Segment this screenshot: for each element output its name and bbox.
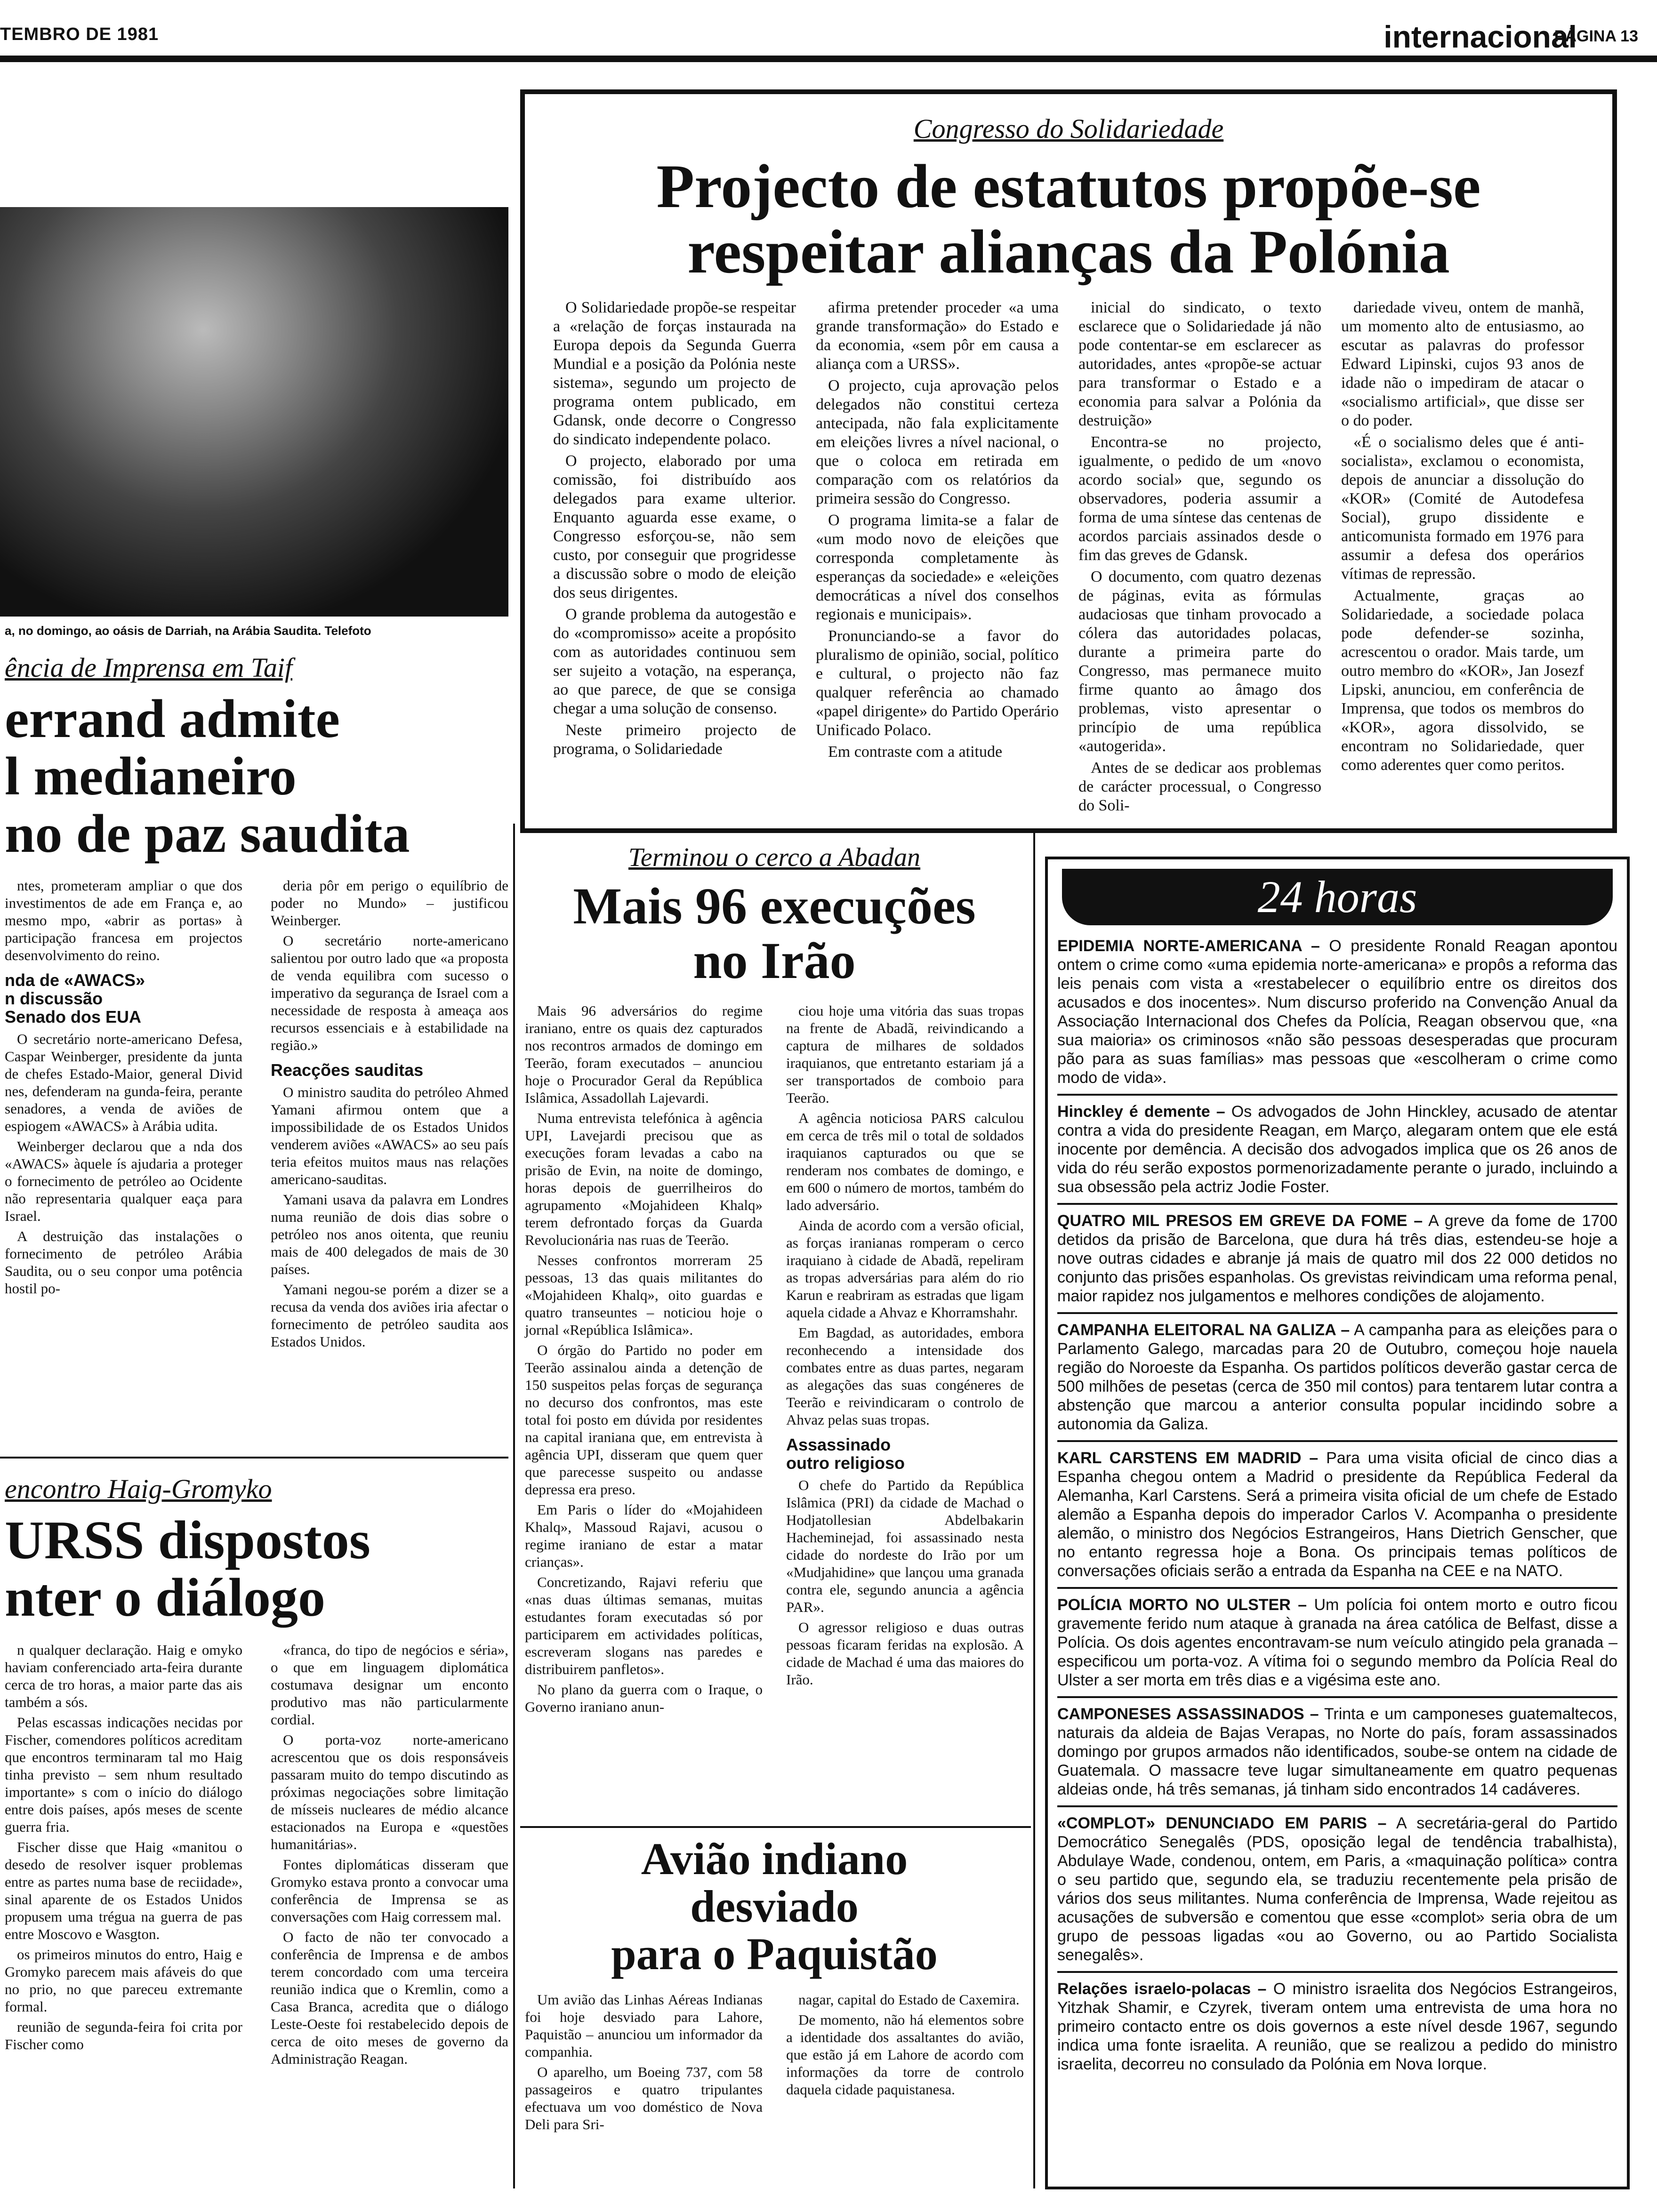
- paragraph: «É o socialismo deles que é anti-socialista», exclamou o economista, depois de anunciar a dissolução do «KOR» (Comité de Autodefesa Social), grupo dissidente e anticomunista formado em 1976 para assumir a defesa dos operários vítimas de repressão.: [1341, 433, 1584, 583]
- brief-title: «COMPLOT» DENUNCIADO EM PARIS –: [1057, 1814, 1387, 1832]
- article-headline: URSS dispostos: [5, 1510, 370, 1571]
- paragraph: dariedade viveu, ontem de manhã, um momento alto de entusiasmo, ao escutar as palavras do professor Edward Lipinski, cujos 93 anos de idade não o impediram de atacar o «socialismo artificial», que disse ser o do poder.: [1341, 299, 1584, 430]
- paragraph: O porta-voz norte-americano acrescentou que os dois responsáveis passaram muito do tempo discutindo as próximas negociações sobre limitação de mísseis nucleares de médio alcance estacionados na Europa e «questões humanitárias».: [271, 1731, 508, 1852]
- paragraph: reunião de segunda-feira foi crita por Fischer como: [5, 2018, 242, 2052]
- article-column: [1078, 298, 1321, 818]
- brief-text: O ministro israelita dos Negócios Estrangeiros, Yitzhak Shamir, e Czyrek, tiveram ontem uma entrevista de uma hora no primeiro contacto entre os dois governos a este nível desde 1967, segundo indica uma fonte israelita. A reunião, que se realizou a pedido do ministro israelita, decorreu no consulado da Polónia em Nova Iorque.: [1057, 1980, 1617, 2073]
- mitterrand-article: [5, 652, 508, 1353]
- article-columns: [5, 877, 508, 1353]
- article-column: [786, 1002, 1024, 1718]
- paragraph: «franca, do tipo de negócios e séria», o que em linguagem diplomática costumava designar um enconto produtivo mas não particularmente cordial.: [271, 1641, 508, 1728]
- brief-text: O presidente Ronald Reagan apontou ontem o crime como «uma epidemia norte-americana» e propôs a reforma das leis penais com vista a «restabelecer o equilíbrio entre os direitos dos acusados e dos inocentes». Num discurso proferido na Convenção Anual da Associação Internacional dos Chefes da Polícia, Reagan observou que, «na sua maioria» os criminosos «não são pessoas desesperadas que procuram pão para as suas famílias» mas pessoas que «escolheram o crime como modo de vida».: [1057, 937, 1617, 1087]
- photo-caption: a, no domingo, ao oásis de Darriah, na Arábia Saudita. Telefoto: [5, 624, 371, 638]
- paragraph: O documento, com quatro dezenas de páginas, evita as fórmulas audaciosas que tinham provocado a cólera das autoridades polacas, durante a primeira parte do Congresso, mas permanece muito firme quanto ao âmago dos problemas, visto apresentar o princípio de uma república «autogerida».: [1078, 568, 1321, 755]
- page-number: PÁGINA 13: [1554, 27, 1638, 45]
- brief-item: [1057, 1314, 1617, 1442]
- paragraph: Fontes diplomáticas disseram que Gromyko estava pronto a convocar uma conferência de Imprensa se as conversações com Haig corressem mal.: [271, 1856, 508, 1925]
- paragraph: ntes, prometeram ampliar o que dos investimentos de ade em França e, ao mesmo mpo, «abrir as portas» à participação francesa em projectos desenvolvimento do reino.: [5, 877, 242, 964]
- paragraph: No plano da guerra com o Iraque, o Governo iraniano anun-: [525, 1681, 763, 1715]
- haig-article: [5, 1473, 508, 2070]
- brief-title: CAMPANHA ELEITORAL NA GALIZA –: [1057, 1321, 1350, 1339]
- article-column: [816, 298, 1059, 818]
- article-headline-line2: nter o diálogo: [5, 1567, 325, 1628]
- brief-text: A campanha para as eleições para o Parlamento Galego, marcadas para 20 de Outubro, começou hoje nauela região do Noroeste da Espanha. Os partidos políticos deverão gastar cerca de 500 milhões de pesetas (cerca de 350 mil contos) para tentarem lutar contra a abstenção que marcou a anterior consulta popular incidindo sobre a autonomia da Galiza.: [1057, 1321, 1618, 1433]
- section-subhead: Assassinado: [786, 1435, 891, 1454]
- box-title: nda de «AWACS»: [5, 970, 145, 990]
- paragraph: Nesses confrontos morreram 25 pessoas, 13 das quais militantes do «Mojahideen Khalq», oito guardas e quatro transeuntes – noticiou hoje o jornal «República Islâmica».: [525, 1252, 763, 1338]
- article-kicker: Congresso do Solidariedade: [913, 113, 1224, 144]
- brief-item: [1057, 1096, 1617, 1205]
- brief-text: A secretária-geral do Partido Democrático Senegalês (PDS, oposição legal de tendência trabalhista), Abdulaye Wade, condenou, ontem, em Paris, a «maquinação política» contra o seu partido que, segundo ela, se traduziu recentemente pela prisão de vários dos seus militantes. Numa conferência de Imprensa, Wade rejeitou as acusações de subversão e comentou que esse «complot» seria obra de um grupo de pessoas ligadas «ou ao Governo, ou ao Partido Socialista senegalês».: [1057, 1814, 1617, 1964]
- solidariedade-article: [520, 89, 1617, 833]
- brief-item: [1057, 1807, 1617, 1973]
- paragraph: Fischer disse que Haig «manitou o desedo de resolver isquer problemas entre as partes numa base de reciidade», sinal aparente de os Estados Unidos propusem uma trégua na guerra de pas entre Moscovo e Wasgton.: [5, 1838, 242, 1942]
- paragraph: deria pôr em perigo o equilíbrio de poder no Mundo» – justificou Weinberger.: [271, 877, 508, 929]
- paragraph: O secretário norte-americano Defesa, Caspar Weinberger, presidente da junta de chefes Estado-Maior, general Divid nes, defenderam na gunda-feira, perante senadores, a venda de aviões de espiogem «AWACS» à Arábia udita.: [5, 1031, 242, 1135]
- paragraph: A destruição das instalações o fornecimento de petróleo Arábia Saudita, ou o seu conpor uma potência hostil po-: [5, 1228, 242, 1297]
- article-columns: [525, 284, 1612, 818]
- article-headline-line3: no de paz saudita: [5, 803, 410, 864]
- paragraph: De momento, não há elementos sobre a identidade dos assaltantes do avião, que estão já em Lahore de acordo com informações da torre de controlo daquela cidade paquistanesa.: [786, 2012, 1024, 2098]
- section-subhead-line2: outro religioso: [786, 1453, 905, 1473]
- paragraph: O projecto, elaborado por uma comissão, foi distribuído aos delegados para exame ulterior. Enquanto aguarda esse exame, o Congresso esforçou-se, não sem custo, por conseguir que progridesse a discussão sobre o modo de eleição dos seus dirigentes.: [553, 452, 796, 602]
- box-title-line3: Senado dos EUA: [5, 1007, 142, 1027]
- brief-item: [1057, 1205, 1617, 1314]
- briefs-banner: 24 horas: [1062, 869, 1613, 925]
- paragraph: Weinberger declarou que a nda dos «AWACS» àquele ís ajudaria a proteger o fornecimento de petróleo ao Ocidente não representaria qualquer eaça para Israel.: [5, 1138, 242, 1225]
- article-columns: [5, 1641, 508, 2070]
- article-column: [5, 1641, 242, 2070]
- brief-item: [1057, 1589, 1617, 1698]
- brief-title: CAMPONESES ASSASSINADOS –: [1057, 1705, 1319, 1723]
- paragraph: os primeiros minutos do entro, Haig e Gromyko parecem mais afáveis do que no prio, no que pareceu extremante formal.: [5, 1946, 242, 2015]
- article-headline-line2: l medianeiro: [5, 746, 297, 807]
- article-column: [525, 1002, 763, 1718]
- brief-item: [1057, 1698, 1617, 1807]
- divider: [520, 1826, 1031, 1828]
- paragraph: Encontra-se no projecto, igualmente, o pedido de um «novo acordo social» que, segundo os observadores, poderia assumir a forma de uma síntese das centenas de acordos parciais assinados desde o fim das greves de Gdansk.: [1078, 433, 1321, 564]
- paragraph: ciou hoje uma vitória das suas tropas na frente de Abadã, reivindicando a captura de milhares de soldados iraquianos, que entretanto estariam já a ser transportados de comboio para Teerão.: [786, 1002, 1024, 1106]
- brief-text: Um polícia foi ontem morto e outro ficou gravemente ferido num ataque à granada na área católica de Belfast, disse a Polícia. Os dois agentes encontravam-se num veículo atingido pela granada – especificou um porta-voz. A vítima foi o segundo membro da Polícia Real do Ulster a ser morta em três dias e a vigésima este ano.: [1057, 1596, 1617, 1689]
- article-kicker: encontro Haig-Gromyko: [5, 1474, 272, 1504]
- paragraph: O secretário norte-americano salientou por outro lado que «a proposta de venda equilibra com sucesso o imperativo da segurança de Israel com a necessidade de resposta à ameaça aos recursos essenciais e à estabilidade na região.»: [271, 932, 508, 1054]
- brief-title: Relações israelo-polacas –: [1057, 1980, 1267, 1998]
- brief-title: POLÍCIA MORTO NO ULSTER –: [1057, 1596, 1307, 1614]
- brief-title: KARL CARSTENS EM MADRID –: [1057, 1449, 1319, 1467]
- article-column: [525, 1991, 763, 2136]
- paragraph: Yamani usava da palavra em Londres numa reunião de dois dias sobre o petróleo nos anos oitenta, que reuniu mais de 400 delegados de mais de 30 países.: [271, 1191, 508, 1278]
- section-title: internacional: [1384, 19, 1577, 54]
- briefs-box: [1045, 857, 1630, 2189]
- article-headline: Projecto de estatutos propõe-se: [656, 152, 1481, 221]
- paragraph: n qualquer declaração. Haig e omyko haviam conferenciado arta-feira durante cerca de tro horas, a maior parte das ais também a sós.: [5, 1641, 242, 1710]
- paragraph: Pronunciando-se a favor do pluralismo de opinião, social, político e cultural, o projecto não faz qualquer referência ao chamado «papel dirigente» do Partido Operário Unificado Polaco.: [816, 627, 1059, 739]
- article-headline: errand admite: [5, 689, 340, 749]
- article-kicker: Terminou o cerco a Abadan: [628, 843, 921, 872]
- brief-text: Trinta e um camponeses guatemaltecos, naturais da aldeia de Bajas Verapas, no Norte do país, foram assassinados domingo por grupos armados não identificados, soube-se ontem na cidade de Guatemala. O massacre teve lugar simultaneamente em quatro pequenas aldeias onde, há três semanas, já tinham sido encontrados 14 cadáveres.: [1057, 1705, 1617, 1798]
- brief-text: Os advogados de John Hinckley, acusado de atentar contra a vida do presidente Reagan, em Março, alegaram ontem que ele está inocente por demência. A decisão dos advogados implica que os 26 anos de vida do réu serão expostos pormenorizadamente perante o jurado, incluindo a sua obsessão pela actriz Jodie Foster.: [1057, 1103, 1618, 1196]
- divider: [0, 1457, 508, 1459]
- article-kicker: ência de Imprensa em Taif: [5, 652, 293, 683]
- paragraph: Em Bagdad, as autoridades, embora reconhecendo a intensidade dos combates entre as duas partes, negaram as alegações das suas congéneres de Teerão e reivindicaram o controlo de Ahvaz pelas suas tropas.: [786, 1324, 1024, 1428]
- box-title-line2: n discussão: [5, 989, 103, 1009]
- brief-title: Hinckley é demente –: [1057, 1103, 1225, 1121]
- irao-article: [525, 842, 1024, 1718]
- paragraph: afirma pretender proceder «a uma grande transformação» do Estado e da economia, «sem pôr em causa a aliança com a URSS».: [816, 299, 1059, 373]
- paragraph: nagar, capital do Estado de Caxemira.: [798, 1991, 1020, 2008]
- paragraph: O grande problema da autogestão e do «compromisso» aceite a propósito com as autoridades continuou sem ser sujeito a votação, na esperança, ao que parece, de que se consiga chegar a uma solução de consenso.: [553, 606, 796, 718]
- paragraph: Neste primeiro projecto de programa, o Solidariedade: [553, 721, 796, 758]
- news-photo: [0, 207, 508, 617]
- paragraph: O projecto, cuja aprovação pelos delegados não constitui certeza antecipada, não fala explicitamente em eleições livres a nível nacional, o que o coloca em retirada em comparação com os relatórios da primeira sessão do Congresso.: [816, 377, 1059, 508]
- column-divider: [1033, 833, 1035, 2188]
- article-column: [1341, 298, 1584, 818]
- article-headline-line2: no Irão: [693, 931, 856, 989]
- article-headline: Avião indiano: [641, 1834, 908, 1884]
- article-column: [271, 1641, 508, 2070]
- briefs-list: [1048, 930, 1627, 2080]
- paragraph: O facto de não ter convocado a conferência de Imprensa e de ambos terem concordado com uma terceira reunião indica que o Kremlin, como a Casa Branca, acredita que o diálogo Leste-Oeste foi restabelecido depois de cerca de oito meses de governo da Administração Reagan.: [271, 1928, 508, 2067]
- paragraph: O agressor religioso e duas outras pessoas ficaram feridas na explosão. A cidade de Machad é uma das maiores do Irão.: [786, 1619, 1024, 1688]
- brief-title: EPIDEMIA NORTE-AMERICANA –: [1057, 937, 1320, 955]
- brief-item: [1057, 1442, 1617, 1589]
- article-column: [5, 877, 242, 1353]
- paragraph: Em Paris o líder do «Mojahideen Khalq», Massoud Rajavi, acusou o regime iraniano de estar a matar crianças».: [525, 1501, 763, 1570]
- paragraph: O ministro saudita do petróleo Ahmed Yamani afirmou ontem que a impossibilidade de os Estados Unidos venderem aviões «AWACS» ao seu país teria efeitos muitos maus nas relações americano-sauditas.: [271, 1084, 508, 1188]
- brief-item: [1057, 1973, 1617, 2080]
- paragraph: Antes de se dedicar aos problemas de carácter processual, o Congresso do Soli-: [1078, 759, 1321, 815]
- paragraph: Um avião das Linhas Aéreas Indianas foi hoje desviado para Lahore, Paquistão – anunciou um informador da companhia.: [525, 1991, 763, 2060]
- paragraph: O chefe do Partido da República Islâmica (PRI) da cidade de Machad o Hodjatollesian Abdelbakarin Hacheminejad, foi assassinado nesta cidade do nordeste do Irão por um «Mudjahidine» que lançou uma granada contra ele, segundo anuncia a agência PAR».: [786, 1477, 1024, 1615]
- brief-item: [1057, 930, 1617, 1096]
- paragraph: Yamani negou-se porém a dizer se a recusa da venda dos aviões iria afectar o fornecimento de petróleo saudita aos Estados Unidos.: [271, 1281, 508, 1350]
- section-subhead: Reacções sauditas: [271, 1060, 424, 1080]
- paragraph: inicial do sindicato, o texto esclarece que o Solidariedade já não pode contentar-se em esclarecer as autoridades, antes «propõe-se actuar para transformar o Estado e a economia para salvar a Polónia da destruição»: [1078, 299, 1321, 430]
- article-headline-line2: respeitar alianças da Polónia: [687, 216, 1450, 286]
- paragraph: Numa entrevista telefónica à agência UPI, Lavejardi precisou que as execuções foram levadas a cabo na prisão de Evin, na noite de domingo, horas depois de guerrilheiros do agrupamento «Mojahideen Khalq» terem defrontado forças da Guarda Revolucionária nas ruas de Teerão.: [525, 1110, 763, 1248]
- paragraph: O Solidariedade propõe-se respeitar a «relação de forças instaurada na Europa depois da Segunda Guerra Mundial e a posição da Polónia neste sistema», segundo um projecto de programa ontem publicado, em Gdansk, onde decorre o Congresso do sindicato independente polaco.: [553, 299, 796, 449]
- article-headline: Mais 96 execuções: [573, 877, 976, 935]
- paragraph: Concretizando, Rajavi referiu que «nas duas últimas semanas, muitas estudantes foram executadas só por participarem em actividades políticas, escreveram slogans nas paredes e distribuirem panfletos».: [525, 1574, 763, 1677]
- brief-text: Para uma visita oficial de cinco dias a Espanha chegou ontem a Madrid o presidente da República Federal da Alemanha, Karl Carstens. Será a primeira visita oficial de um chefe de Estado alemão a Espanha depois do imperador Carlos V. Acompanha o presidente alemão, o ministro dos Negócios Estrangeiros, Hans Dietrich Genscher, que no entanto regressa hoje a Bona. Os principais temas políticos de conversações oficiais serão a entrada da Espanha na CEE e na NATO.: [1057, 1449, 1617, 1580]
- article-column: [553, 298, 796, 818]
- article-column: [786, 1991, 1024, 2136]
- column-divider: [513, 824, 515, 2188]
- paragraph: O órgão do Partido no poder em Teerão assinalou ainda a detenção de 150 suspeitos pelas forças de segurança no decurso dos confrontos, mas este total foi posto em dúvida por residentes na capital iraniana que, em entrevista à agência UPI, disseram que quem quer que parecesse suspeito ou andasse depressa era preso.: [525, 1342, 763, 1498]
- article-columns: [525, 1002, 1024, 1718]
- brief-title: QUATRO MIL PRESOS EM GREVE DA FOME –: [1057, 1212, 1423, 1230]
- article-headline-line3: para o Paquistão: [611, 1928, 938, 1979]
- paragraph: O programa limita-se a falar de «um modo novo de eleições que corresponda completamente às esperanças da sociedade» e «eleições democráticas a nível dos conselhos regionais e municipais».: [816, 512, 1059, 624]
- aviao-article: [525, 1835, 1024, 2136]
- paragraph: Em contraste com a atitude: [828, 743, 1003, 761]
- masthead-rule: [0, 56, 1657, 62]
- masthead-date: TEMBRO DE 1981: [0, 24, 159, 44]
- article-columns: [525, 1991, 1024, 2136]
- article-column: [271, 877, 508, 1353]
- paragraph: O aparelho, um Boeing 737, com 58 passageiros e quatro tripulantes efectuava um voo doméstico de Nova Deli para Sri-: [525, 2064, 763, 2133]
- paragraph: Pelas escassas indicações necidas por Fischer, comendores políticos acreditam que encontros terminaram tal mo Haig tinha previsto – sem nhum resultado importante» s com o início do diálogo entre dois países, após meses de scente guerra fria.: [5, 1714, 242, 1835]
- paragraph: Mais 96 adversários do regime iraniano, entre os quais dez capturados nos recontros armados de domingo em Teerão, foram executados – anunciou hoje o Procurador Geral da República Islâmica, Assadollah Lajevardi.: [525, 1002, 763, 1106]
- brief-text: A greve da fome de 1700 detidos da prisão de Barcelona, que dura há três dias, estendeu-se hoje a nove outras cidades e abranje já mais de quatro mil dos 22 000 detidos no conjunto das prisões espanholas. Os grevistas reivindicam uma reforma penal, maior rapidez nos julgamentos e melhores condições de alojamento.: [1057, 1212, 1617, 1305]
- paragraph: Actualmente, graças ao Solidariedade, a sociedade polaca pode defender-se sozinha, acrescentou o orador. Mais tarde, um outro membro do «KOR», Jan Josezf Lipski, anunciou, em conferência de Imprensa, que todos os membros do «KOR», agora dissolvido, se encontram no Solidariedade, quer como aderentes quer como peritos.: [1341, 587, 1584, 774]
- paragraph: A agência noticiosa PARS calculou em cerca de três mil o total de soldados iraquianos capturados ou que se renderam nos combates de domingo, e em 600 o número de mortos, também do lado adversário.: [786, 1110, 1024, 1213]
- paragraph: Ainda de acordo com a versão oficial, as forças iranianas romperam o cerco iraquiano à cidade de Abadã, repeliram as tropas adversárias para além do rio Karun e reabriram as estradas que ligam aquela cidade a Ahvaz e Khorramshahr.: [786, 1217, 1024, 1321]
- article-headline-line2: desviado: [690, 1881, 859, 1931]
